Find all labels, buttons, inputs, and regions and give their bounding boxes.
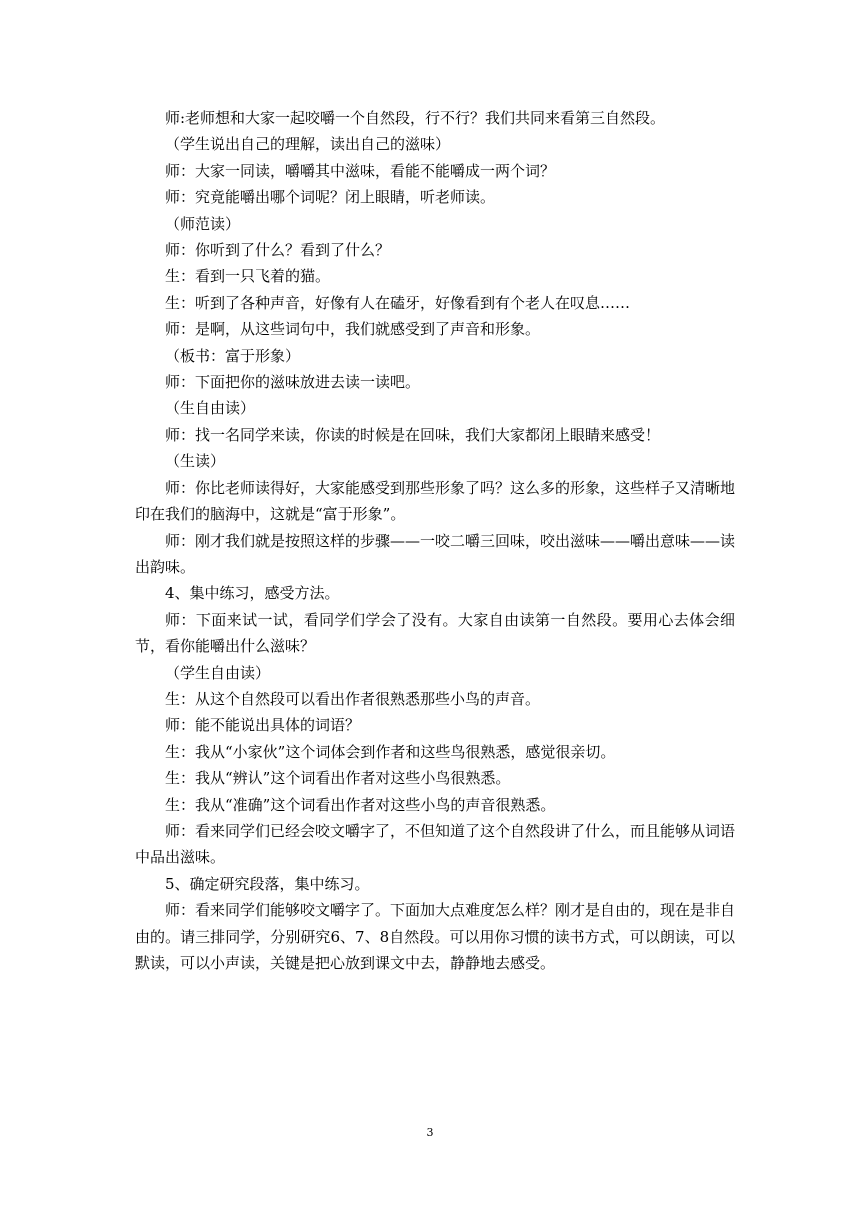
paragraph: 师：看来同学们能够咬文嚼字了。下面加大点难度怎么样？刚才是自由的，现在是非自由的。请三排同学，分别研究6、7、8自然段。可以用你习惯的读书方式，可以朗读，可以默读，可以小声读，关键是把心放到课文中去，静静地去感受。 (135, 901, 736, 972)
document-body (135, 105, 735, 976)
paragraph: （学生说出自己的理解，读出自己的滋味） (165, 135, 451, 154)
paragraph: 师：下面来试一试，看同学们学会了没有。大家自由读第一自然段。要用心去体会细节，看你能嚼出什么滋味？ (135, 610, 735, 656)
section-heading: 5、确定研究段落，集中练习。 (165, 874, 370, 893)
page-number: 3 (426, 1126, 434, 1139)
paragraph: 师：你听到了什么？看到了什么？ (165, 241, 391, 260)
paragraph: 师：刚才我们就是按照这样的步骤——一咬二嚼三回味，咬出滋味——嚼出意味——读出韵味。 (135, 531, 736, 576)
paragraph: 师:老师想和大家一起咬嚼一个自然段，行不行？我们共同来看第三自然段。 (165, 109, 666, 127)
paragraph: （生读） (165, 452, 226, 471)
paragraph: 师：你比老师读得好，大家能感受到那些形象了吗？这么多的形象，这些样子又清晰地印在我们的脑海中，这就是“富于形象”。 (135, 478, 736, 524)
paragraph: 师：能不能说出具体的词语？ (165, 716, 361, 735)
paragraph: （板书：富于形象） (165, 346, 301, 365)
paragraph: 师：看来同学们已经会咬文嚼字了，不但知道了这个自然段讲了什么，而且能够从词语中品出滋味。 (135, 821, 736, 867)
paragraph: 生：看到一只飞着的猫。 (165, 267, 331, 286)
paragraph: 师：大家一同读，嚼嚼其中滋味，看能不能嚼成一两个词？ (165, 161, 556, 180)
paragraph: 生：从这个自然段可以看出作者很熟悉那些小鸟的声音。 (165, 689, 541, 708)
paragraph: 生：我从“准确”这个词看出作者对这些小鸟的声音很熟悉。 (165, 795, 556, 814)
paragraph: （学生自由读） (165, 663, 271, 682)
paragraph: 师：是啊，从这些词句中，我们就感受到了声音和形象。 (165, 320, 541, 339)
paragraph: （师范读） (165, 214, 241, 233)
paragraph: 师：究竟能嚼出哪个词呢？闭上眼睛，听老师读。 (165, 188, 496, 207)
paragraph: 师：找一名同学来读，你读的时候是在回味，我们大家都闭上眼睛来感受！ (165, 425, 661, 444)
paragraph: 师：下面把你的滋味放进去读一读吧。 (165, 373, 421, 392)
paragraph: 生：听到了各种声音，好像有人在磕牙，好像看到有个老人在叹息…… (165, 293, 631, 312)
paragraph: （生自由读） (165, 399, 256, 418)
paragraph: 生：我从“小家伙”这个词体会到作者和这些鸟很熟悉，感觉很亲切。 (165, 742, 616, 761)
section-heading: 4、集中练习，感受方法。 (165, 584, 340, 603)
paragraph: 生：我从“辨认”这个词看出作者对这些小鸟很熟悉。 (165, 769, 511, 788)
